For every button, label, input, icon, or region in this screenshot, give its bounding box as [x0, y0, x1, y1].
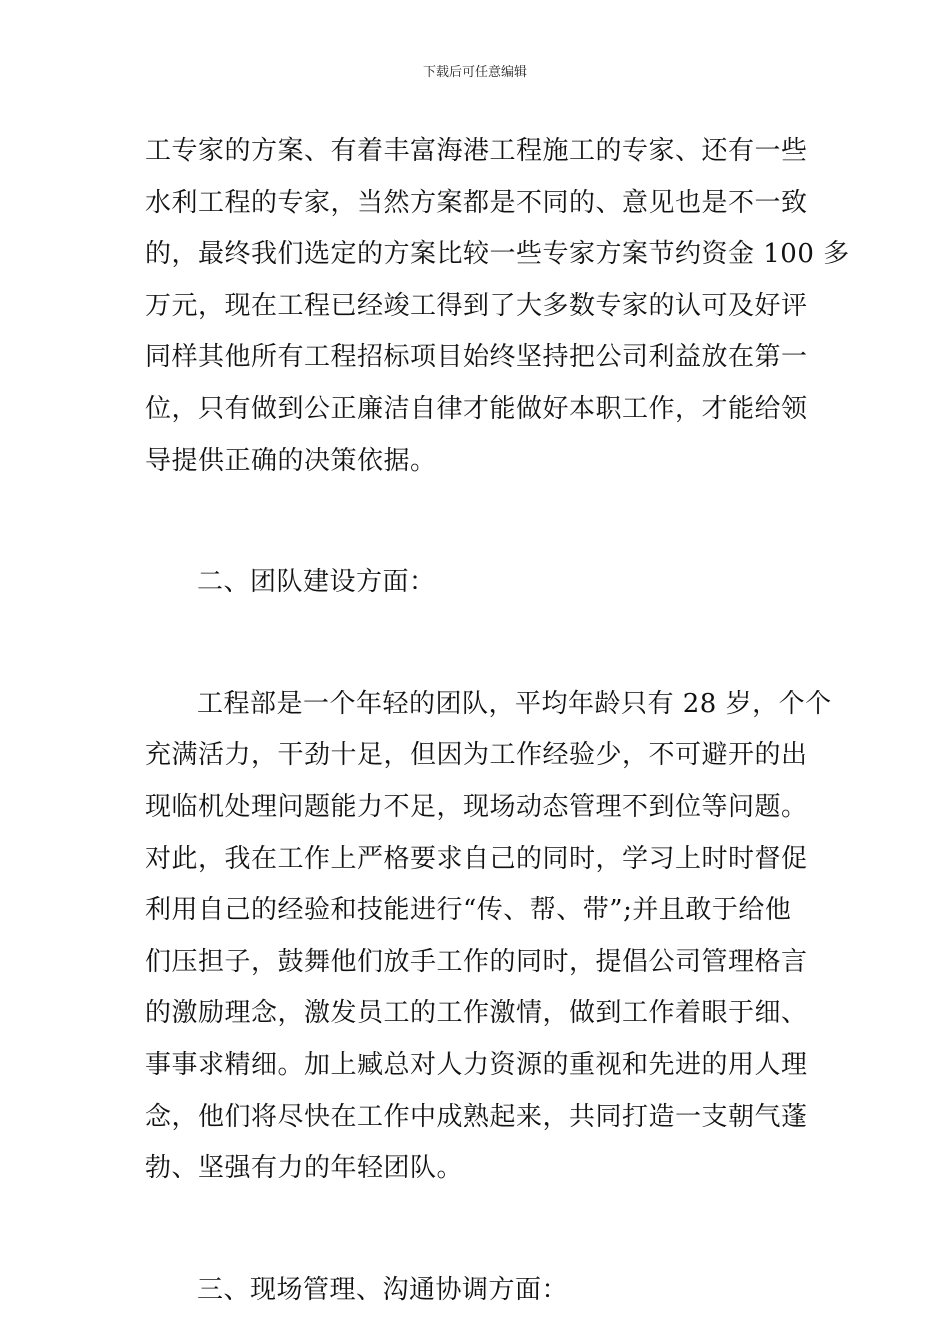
paragraph-spacer: [145, 1195, 810, 1265]
text-line: 同样其他所有工程招标项目始终坚持把公司利益放在第一: [145, 342, 808, 373]
text-line: 利用自己的经验和技能进行“传、帮、带”;并且敢于给他: [145, 895, 792, 926]
paragraph-tender-projects: [145, 126, 850, 487]
text-line: 对此，我在工作上严格要求自己的同时，学习上时时督促: [145, 843, 808, 874]
section-heading-team-building: 二、团队建设方面：: [197, 567, 436, 598]
text-line: 水利工程的专家，当然方案都是不同的、意见也是不一致: [145, 187, 808, 218]
text-line: 事事求精细。加上臧总对人力资源的重视和先进的用人理: [145, 1049, 808, 1080]
text-line: 念，他们将尽快在工作中成熟起来，共同打造一支朝气蓬: [145, 1101, 808, 1132]
page-header-note: 下载后可任意编辑: [422, 65, 527, 80]
text-line: 的，最终我们选定的方案比较一些专家方案节约资金 100 多: [145, 239, 850, 270]
paragraph-spacer: [145, 487, 810, 557]
text-line: 的激励理念，激发员工的工作激情，做到工作着眼于细、: [145, 998, 808, 1029]
document-body: [145, 126, 850, 1316]
section-heading-site-management: 三、现场管理、沟通协调方面：: [197, 1274, 569, 1305]
text-line: 现临机处理问题能力不足，现场动态管理不到位等问题。: [145, 791, 808, 822]
text-line: 们压担子，鼓舞他们放手工作的同时，提倡公司管理格言: [145, 946, 808, 977]
text-line: 位，只有做到公正廉洁自律才能做好本职工作，才能给领: [145, 393, 808, 424]
text-line: 万元，现在工程已经竣工得到了大多数专家的认可及好评: [145, 290, 808, 321]
text-line: 工程部是一个年轻的团队，平均年龄只有 28 岁，个个: [197, 688, 832, 719]
text-line: 勃、坚强有力的年轻团队。: [145, 1153, 464, 1184]
paragraph-team-building: [145, 679, 832, 1195]
paragraph-spacer: [145, 609, 810, 679]
text-line: 导提供正确的决策依据。: [145, 445, 437, 476]
text-line: 工专家的方案、有着丰富海港工程施工的专家、还有一些: [145, 136, 808, 166]
text-line: 充满活力，干劲十足，但因为工作经验少，不可避开的出: [145, 740, 808, 771]
